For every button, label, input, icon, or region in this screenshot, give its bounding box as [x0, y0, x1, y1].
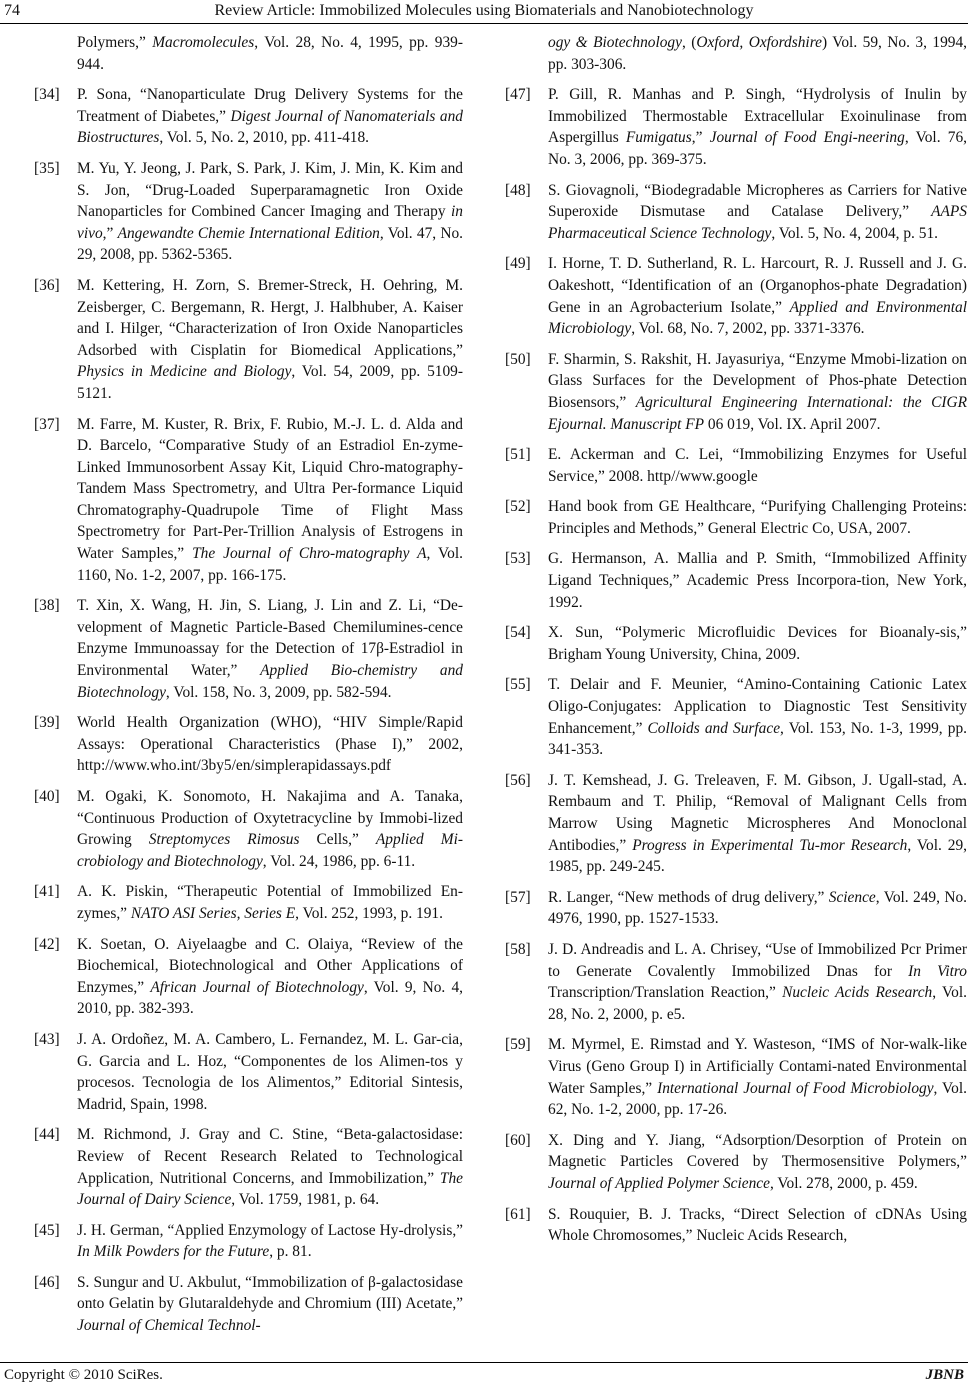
reference-entry	[505, 887, 967, 930]
reference-text: J. H. German, “Applied Enzymology of Lactose Hy-drolysis,” In Milk Powders for the Future, p. 81.	[77, 1221, 463, 1261]
reference-entry	[505, 1130, 967, 1195]
reference-text: J. A. Ordoñez, M. A. Cambero, L. Fernandez, M. L. Gar-cia, G. Garcia and L. Hoz, “Componentes de los Alimen-tos y procesos. Tecnologia de los Alimentos,” Editorial Sintesis, Madrid, Spain, 1998.	[77, 1030, 463, 1113]
reference-entry	[505, 1034, 967, 1120]
reference-number: [36]	[34, 276, 60, 294]
reference-text: X. Sun, “Polymeric Microfluidic Devices for Bioanaly-sis,” Brigham Young University, China, 2009.	[548, 624, 967, 663]
reference-entry	[505, 1204, 967, 1247]
reference-number: [40]	[34, 788, 60, 805]
reference-number: [58]	[505, 940, 531, 958]
reference-number: [37]	[34, 415, 60, 433]
reference-entry	[505, 32, 967, 75]
footer-rule	[0, 1362, 968, 1363]
reference-text: J. T. Kemshead, J. G. Treleaven, F. M. Gibson, J. Ugall-stad, A. Rembaum and T. Philip, “Removal of Malignant Cells from Marrow Using Magnetic Microspheres And Monoclonal Antibodies,” Progress in Experimental Tu-mor Research, Vol. 29, 1985, pp. 249-245.	[548, 771, 968, 876]
reference-entry	[34, 275, 463, 405]
reference-entry	[34, 414, 463, 587]
reference-text: T. Xin, X. Wang, H. Jin, S. Liang, J. Lin and Z. Li, “De-velopment of Magnetic Particle-Based Chemilumines-cence Enzyme Immunoassay for the Detection of 17β-Estradiol in Environmental Water,” Applied Bio-chemistry and Biotechnology, Vol. 158, No. 3, 2009, pp. 582-594.	[77, 597, 463, 701]
running-title: Review Article: Immobilized Molecules using Biomaterials and Nanobiotechnology	[214, 2, 754, 19]
reference-entry	[34, 712, 463, 777]
reference-text: R. Langer, “New methods of drug delivery,” Science, Vol. 249, No. 4976, 1990, pp. 1527-1533.	[548, 888, 967, 928]
reference-text: M. Ogaki, K. Sonomoto, H. Nakajima and A. Tanaka, “Continuous Production of Oxytetracycline by Immobi-lized Growing Streptomyces Rimosus Cells,” Applied Mi-crobiology and Biotechnology, Vol. 24, 1986, pp. 6-11.	[77, 788, 463, 870]
reference-number: [61]	[505, 1205, 531, 1223]
reference-number: [53]	[505, 550, 531, 568]
reference-number: [59]	[505, 1036, 531, 1054]
reference-number: [38]	[34, 597, 60, 615]
reference-text: M. Myrmel, E. Rimstad and Y. Wasteson, “IMS of Nor-walk-like Virus (Geno Group I) in Artificially Contami-nated Environmental Water Samples,” International Journal of Food Microbiology, Vol. 62, No. 1-2, 2000, pp. 17-26.	[548, 1036, 967, 1119]
reference-text: S. Sungur and U. Akbulut, “Immobilization of β-galactosidase onto Gelatin by Glutaraldehyde and Chromium (III) Acetate,” Journal of Chemical Technol-	[77, 1273, 463, 1335]
reference-number: [52]	[505, 498, 531, 516]
reference-text: Polymers,” Macromolecules, Vol. 28, No. 4, 1995, pp. 939-944.	[77, 34, 464, 73]
reference-number: [54]	[505, 624, 531, 642]
reference-entry	[34, 786, 463, 872]
reference-entry	[505, 180, 967, 245]
reference-entry	[505, 548, 967, 613]
reference-number: [42]	[34, 935, 60, 953]
reference-entry	[505, 253, 967, 339]
reference-number: [55]	[505, 676, 531, 694]
reference-entry	[34, 1029, 463, 1115]
reference-entry	[505, 444, 967, 487]
reference-entry	[34, 32, 463, 75]
reference-entry	[505, 770, 967, 878]
reference-entry	[34, 1220, 463, 1263]
reference-entry	[505, 674, 967, 760]
reference-text: S. Rouquier, B. J. Tracks, “Direct Selection of cDNAs Using Whole Chromosomes,” Nucleic Acids Research,	[548, 1205, 967, 1245]
reference-number: [34]	[34, 86, 60, 104]
reference-entry	[34, 1272, 463, 1337]
reference-text: I. Horne, T. D. Sutherland, R. L. Harcourt, R. J. Russell and J. G. Oakeshott, “Identification of an (Organophos-phate Degradation) Gene in an Agrobacterium Isolate,” Applied and Environmental Microbiology, Vol. 68, No. 7, 2002, pp. 3371-3376.	[548, 255, 967, 338]
reference-number: [57]	[505, 888, 531, 906]
journal-abbreviation: JBNB	[925, 1367, 964, 1383]
reference-number: [39]	[34, 714, 60, 732]
page-number: 74	[4, 2, 20, 19]
reference-text: T. Delair and F. Meunier, “Amino-Containing Cationic Latex Oligo-Conjugates: Application to Diagnostic Test Sensitivity Enhancement,” Colloids and Surface, Vol. 153, No. 1-3, 1999, pp. 341-353.	[548, 676, 967, 759]
reference-number: [50]	[505, 350, 531, 368]
reference-text: ogy & Biotechnology, (Oxford, Oxfordshire) Vol. 59, No. 3, 1994, pp. 303-306.	[548, 34, 967, 73]
reference-number: [35]	[34, 159, 60, 177]
reference-text: M. Farre, M. Kuster, R. Brix, F. Rubio, M.-J. L. d. Alda and D. Barcelo, “Comparative Study of an Estradiol En-zyme-Linked Immunosorbent Assay Kit, Liquid Chro-matography-Tandem Mass Spectrometry, and Ultra Per-formance Liquid Chromatography-Quadrupole Time of Flight Mass Spectrometry for Part-Per-Trillion Analysis of Estrogens in Water Samples,” The Journal of Chro-matography A, Vol. 1160, No. 1-2, 2007, pp. 166-175.	[77, 415, 463, 584]
reference-text: M. Richmond, J. Gray and C. Stine, “Beta-galactosidase: Review of Recent Research Related to Technological Application, Nutritional Concerns, and Immobilization,” The Journal of Dairy Science, Vol. 1759, 1981, p. 64.	[77, 1126, 463, 1209]
reference-entry	[34, 1124, 463, 1210]
reference-number: [41]	[34, 883, 60, 901]
reference-entry	[505, 496, 967, 539]
reference-text: A. K. Piskin, “Therapeutic Potential of Immobilized En-zymes,” NATO ASI Series, Series E, Vol. 252, 1993, p. 191.	[77, 883, 463, 922]
reference-number: [56]	[505, 771, 531, 789]
header-rule	[0, 23, 968, 24]
reference-number: [49]	[505, 255, 531, 273]
reference-entry	[34, 158, 463, 266]
page-header	[0, 0, 968, 24]
reference-number: [44]	[34, 1126, 60, 1144]
reference-text: M. Yu, Y. Jeong, J. Park, S. Park, J. Kim, J. Min, K. Kim and S. Jon, “Drug-Loaded Superparamagnetic Iron Oxide Nanoparticles for Combined Cancer Imaging and Therapy in vivo,” Angewandte Chemie International Edition, Vol. 47, No. 29, 2008, pp. 5362-5365.	[77, 159, 463, 264]
reference-text: P. Sona, “Nanoparticulate Drug Delivery Systems for the Treatment of Diabetes,” Digest Journal of Nanomaterials and Biostructures, Vol. 5, No. 2, 2010, pp. 411-418.	[77, 86, 463, 147]
reference-number: [43]	[34, 1030, 60, 1048]
reference-column-right	[505, 32, 967, 1256]
reference-entry	[34, 84, 463, 149]
reference-text: J. D. Andreadis and L. A. Chrisey, “Use of Immobilized Pcr Primer to Generate Covalently Immobilized Dnas for In Vitro Transcription/Translation Reaction,” Nucleic Acids Research, Vol. 28, No. 2, 2000, p. e5.	[548, 940, 967, 1023]
reference-text: Hand book from GE Healthcare, “Purifying Challenging Proteins: Principles and Methods,” General Electric Co, USA, 2007.	[548, 498, 967, 537]
reference-number: [46]	[34, 1273, 60, 1291]
reference-number: [45]	[34, 1221, 60, 1239]
reference-text: E. Ackerman and C. Lei, “Immobilizing Enzymes for Useful Service,” 2008. http//www.google	[548, 446, 967, 485]
reference-number: [60]	[505, 1131, 531, 1149]
reference-column-left	[34, 32, 463, 1346]
copyright-notice: Copyright © 2010 SciRes.	[4, 1367, 163, 1383]
reference-number: [48]	[505, 181, 531, 199]
reference-text: G. Hermanson, A. Mallia and P. Smith, “Immobilized Affinity Ligand Techniques,” Academic Press Incorpora-tion, New York, 1992.	[548, 550, 967, 611]
reference-text: P. Gill, R. Manhas and P. Singh, “Hydrolysis of Inulin by Immobilized Thermostable Extracellular Exoinulinase from Aspergillus Fumigatus,” Journal of Food Engi-neering, Vol. 76, No. 3, 2006, pp. 369-375.	[548, 86, 967, 168]
reference-entry	[34, 881, 463, 924]
reference-entry	[505, 622, 967, 665]
reference-text: F. Sharmin, S. Rakshit, H. Jayasuriya, “Enzyme Mmobi-lization on Glass Surfaces for the Development of Phos-phate Detection Biosensors,” Agricultural Engineering International: the CIGR Ejournal. Manuscript FP 06 019, Vol. IX. April 2007.	[548, 350, 967, 433]
reference-entry	[34, 934, 463, 1020]
reference-text: S. Giovagnoli, “Biodegradable Micropheres as Carriers for Native Superoxide Dismutase and Catalase Delivery,” AAPS Pharmaceutical Science Technology, Vol. 5, No. 4, 2004, p. 51.	[548, 181, 967, 242]
reference-text: M. Kettering, H. Zorn, S. Bremer-Streck, H. Oehring, M. Zeisberger, C. Bergemann, R. Hergt, J. Halbhuber, A. Kaiser and I. Hilger, “Characterization of Iron Oxide Nanoparticles Adsorbed with Cisplatin for Biomedical Applications,” Physics in Medicine and Biology, Vol. 54, 2009, pp. 5109-5121.	[77, 276, 463, 402]
reference-text: K. Soetan, O. Aiyelaagbe and C. Olaiya, “Review of the Biochemical, Biotechnological and Other Applications of Enzymes,” African Journal of Biotechnology, Vol. 9, No. 4, 2010, pp. 382-393.	[77, 935, 463, 1018]
reference-entry	[34, 595, 463, 703]
reference-text: World Health Organization (WHO), “HIV Simple/Rapid Assays: Operational Characteristics (Phase I),” 2002, http://www.who.int/3by5/en/simplerapidassays.pdf	[77, 714, 463, 775]
reference-entry	[505, 84, 967, 170]
reference-number: [47]	[505, 86, 531, 104]
reference-entry	[505, 939, 967, 1025]
reference-text: X. Ding and Y. Jiang, “Adsorption/Desorption of Protein on Magnetic Particles Covered by Thermosensitive Polymers,” Journal of Applied Polymer Science, Vol. 278, 2000, p. 459.	[548, 1131, 967, 1192]
reference-number: [51]	[505, 446, 531, 464]
reference-entry	[505, 349, 967, 435]
